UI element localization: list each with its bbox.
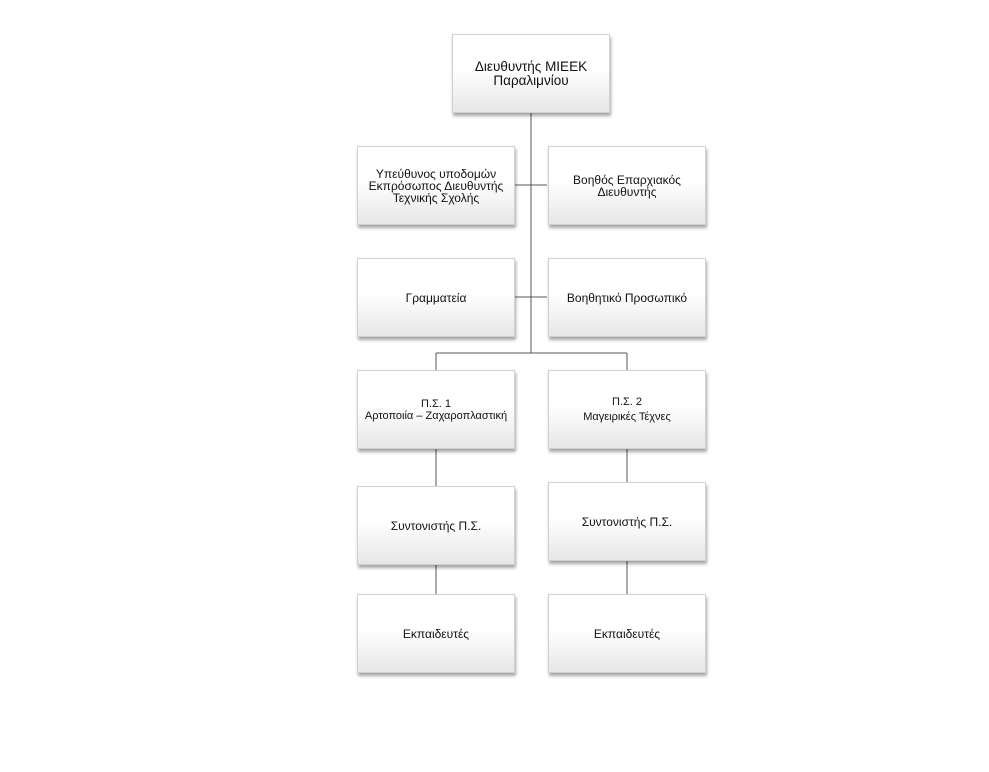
program-1-name: Αρτοποιία – Ζαχαροπλαστική bbox=[364, 409, 508, 422]
program-2-code: Π.Σ. 2 bbox=[611, 395, 643, 408]
secretariat-box bbox=[357, 258, 515, 337]
secretariat-label: Γραμματεία bbox=[405, 290, 467, 305]
assistant-director-line-1: Βοηθός Επαρχιακός bbox=[573, 172, 681, 187]
coordinator-2-box bbox=[548, 482, 706, 561]
infrastructure-line-1: Υπεύθυνος υποδομών bbox=[375, 166, 497, 181]
program-2-name: Μαγειρικές Τέχνες bbox=[583, 410, 671, 423]
director-line-2: Παραλιμνίου bbox=[493, 72, 569, 88]
instructors-2-label: Εκπαιδευτές bbox=[593, 626, 661, 641]
program-2-box bbox=[548, 370, 706, 449]
support-staff-box bbox=[548, 258, 706, 337]
program-1-box bbox=[357, 370, 515, 449]
instructors-1-box bbox=[357, 594, 515, 673]
program-1-code: Π.Σ. 1 bbox=[420, 397, 452, 410]
infrastructure-line-2: Εκπρόσωπος Διευθυντής bbox=[368, 178, 504, 193]
director-box bbox=[452, 34, 610, 113]
director-line-1: Διευθυντής ΜΙΕΕΚ bbox=[474, 58, 588, 74]
infrastructure-line-3: Τεχνικής Σχολής bbox=[392, 190, 480, 205]
assistant-director-line-2: Διευθυντής bbox=[597, 184, 657, 199]
coordinator-2-label: Συντονιστής Π.Σ. bbox=[581, 514, 673, 529]
coordinator-1-box bbox=[357, 486, 515, 565]
infrastructure-box bbox=[357, 146, 515, 225]
coordinator-1-label: Συντονιστής Π.Σ. bbox=[390, 518, 482, 533]
instructors-1-label: Εκπαιδευτές bbox=[402, 626, 470, 641]
support-staff-label: Βοηθητικό Προσωπικό bbox=[566, 290, 688, 305]
instructors-2-box bbox=[548, 594, 706, 673]
assistant-director-box bbox=[548, 146, 706, 225]
